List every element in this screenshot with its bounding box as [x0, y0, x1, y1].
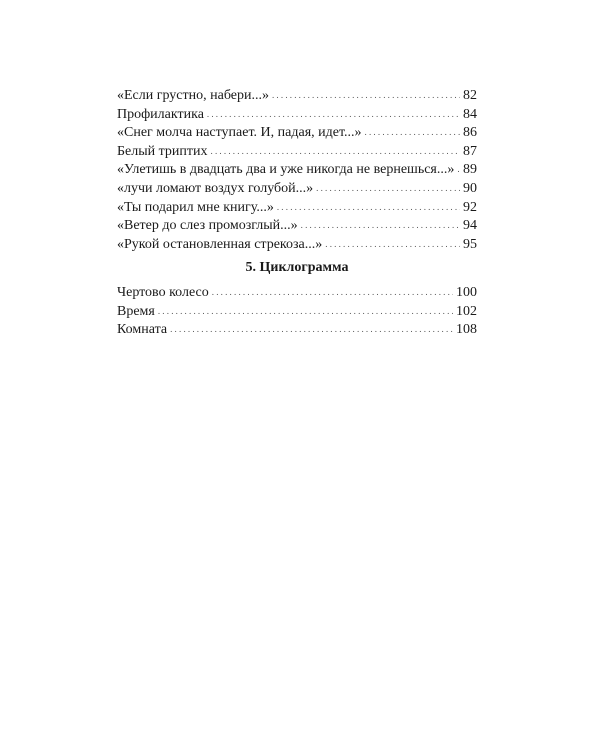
- toc-entry-title: Комната: [117, 322, 168, 338]
- dot-leader: [212, 283, 453, 302]
- dot-leader: [365, 123, 460, 142]
- toc-entry-title: «Если грустно, набери...»: [117, 88, 269, 103]
- toc-entry-title: Профилактика: [117, 106, 204, 122]
- toc-entry-title: «Ты подарил мне книгу...»: [117, 199, 274, 215]
- table-of-contents-section-5: [117, 284, 477, 340]
- toc-entry-page: 84: [463, 106, 477, 122]
- dot-leader: [316, 179, 460, 198]
- dot-leader: [211, 142, 460, 161]
- toc-entry-page: 94: [463, 218, 477, 234]
- toc-entry[interactable]: [117, 180, 477, 199]
- toc-entry-page: 89: [463, 162, 477, 178]
- toc-entry[interactable]: [117, 87, 477, 106]
- toc-entry-title: «Рукой остановленная стрекоза...»: [117, 236, 323, 252]
- dot-leader: [170, 320, 453, 339]
- toc-entry[interactable]: [117, 321, 477, 340]
- toc-entry-page: 82: [463, 88, 477, 103]
- toc-entry-page: 90: [463, 180, 477, 196]
- toc-entry-page: 87: [463, 143, 477, 159]
- dot-leader: [272, 86, 460, 105]
- toc-entry-page: 86: [463, 125, 477, 141]
- toc-entry[interactable]: [117, 284, 477, 303]
- dot-leader: [277, 198, 460, 217]
- toc-entry[interactable]: [117, 161, 477, 180]
- toc-entry-title: «Снег молча наступает. И, падая, идет...»: [117, 125, 362, 141]
- dot-leader: [457, 160, 460, 179]
- toc-entry-page: 108: [456, 322, 477, 338]
- toc-entry-page: 95: [463, 236, 477, 252]
- section-heading: 5. Циклограмма: [245, 260, 349, 275]
- toc-entry-title: «лучи ломают воздух голубой...»: [117, 180, 314, 196]
- dot-leader: [158, 302, 453, 321]
- toc-entry[interactable]: [117, 199, 477, 218]
- dot-leader: [325, 235, 460, 254]
- toc-entry-title: «Ветер до слез промозглый...»: [117, 218, 298, 234]
- toc-entry-page: 92: [463, 199, 477, 215]
- toc-entry-page: 102: [456, 303, 477, 319]
- toc-entry-title: Время: [117, 303, 155, 319]
- toc-entry[interactable]: [117, 236, 477, 255]
- toc-entry-title: Чертово колесо: [117, 285, 209, 300]
- toc-entry[interactable]: [117, 124, 477, 143]
- toc-entry[interactable]: [117, 143, 477, 162]
- table-of-contents-section-4: [117, 87, 477, 254]
- toc-entry[interactable]: [117, 217, 477, 236]
- toc-entry-title: «Улетишь в двадцать два и уже никогда не вернешься...»: [117, 162, 455, 178]
- toc-entry[interactable]: [117, 106, 477, 125]
- toc-entry-title: Белый триптих: [117, 143, 208, 159]
- dot-leader: [207, 105, 460, 124]
- toc-entry[interactable]: [117, 303, 477, 322]
- dot-leader: [301, 216, 460, 235]
- toc-entry-page: 100: [456, 285, 477, 300]
